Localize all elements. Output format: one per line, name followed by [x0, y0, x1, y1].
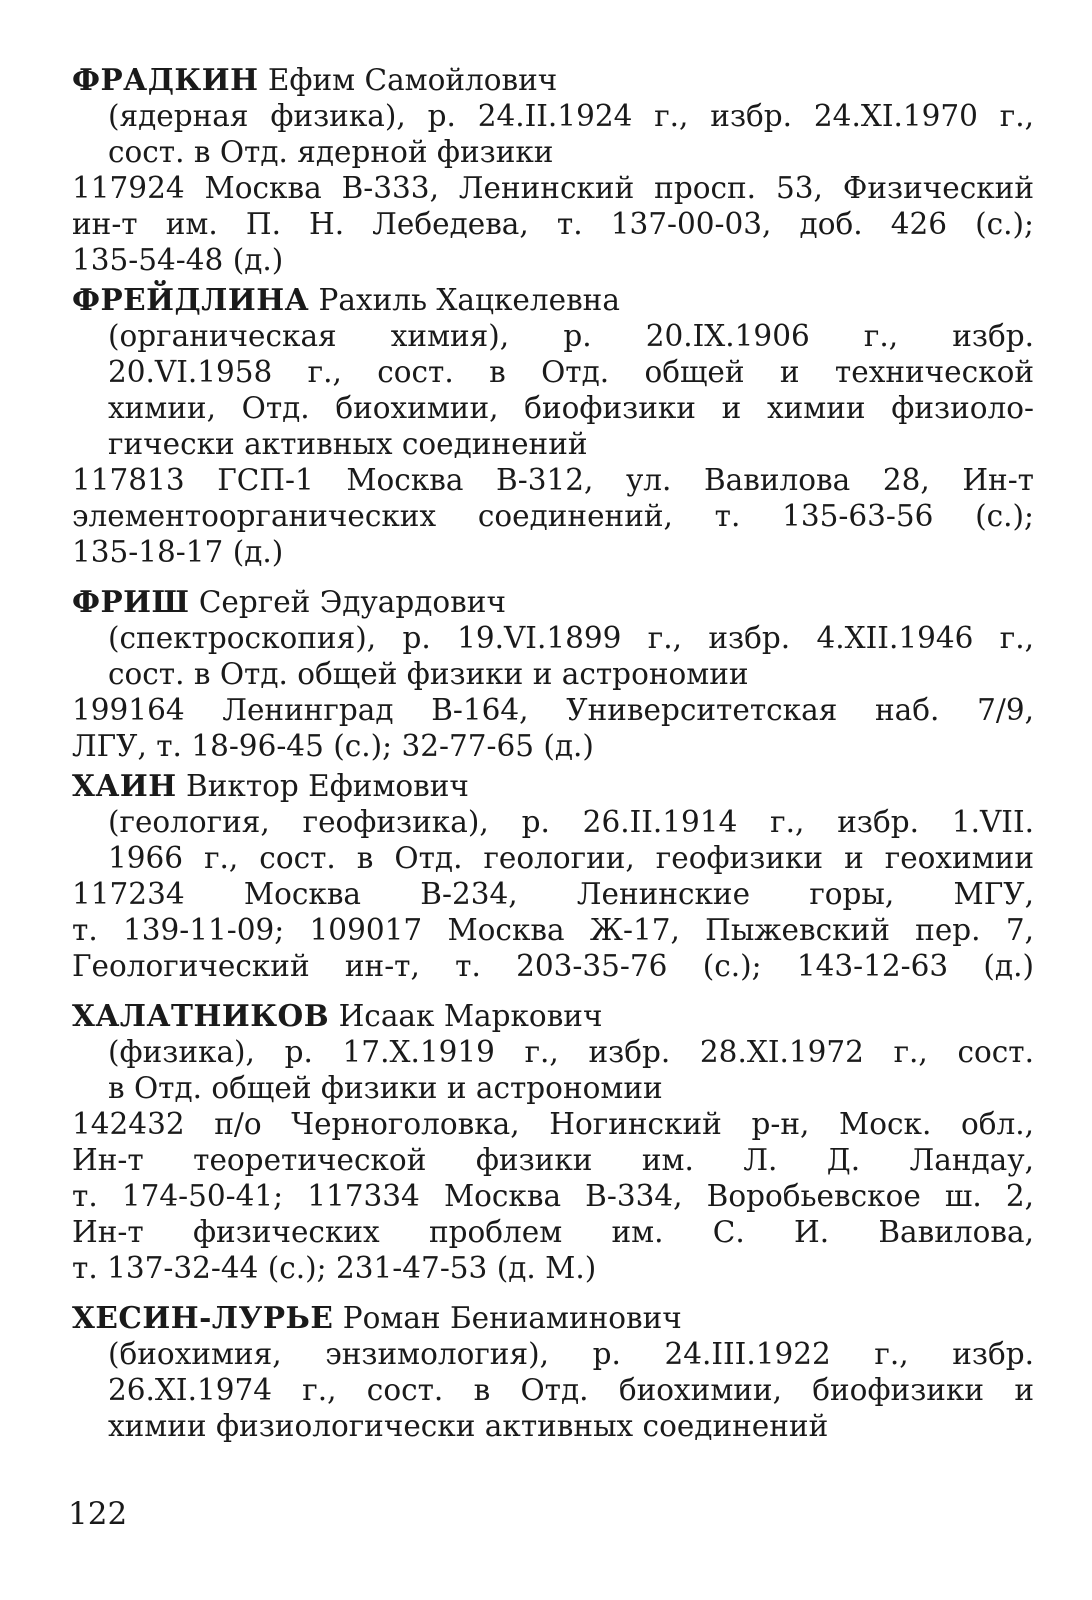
- directory-entry: [72, 768, 1034, 984]
- page-number: 122: [68, 1496, 128, 1532]
- entry-address-line: элементоорганических соединений, т. 135-63-56 (с.);: [72, 499, 1034, 533]
- entry-address-line: 117924 Москва В-333, Ленинский просп. 53, Физический: [72, 171, 1034, 205]
- entry-details-line: сост. в Отд. общей физики и астрономии: [108, 657, 749, 691]
- entry-details-line: химии, Отд. биохимии, биофизики и химии физиоло-: [108, 391, 1034, 425]
- entry-address-line: ЛГУ, т. 18-96-45 (с.); 32-77-65 (д.): [72, 729, 594, 763]
- entry-address-line: т. 137-32-44 (с.); 231-47-53 (д. М.): [72, 1251, 597, 1285]
- entry-details-line: гически активных соединений: [108, 427, 588, 461]
- entry-address-line: 135-18-17 (д.): [72, 535, 284, 569]
- entry-surname: ФРИШ: [72, 584, 190, 619]
- entry-address-line: т. 139-11-09; 109017 Москва Ж-17, Пыжевский пер. 7,: [72, 913, 1034, 947]
- entry-surname: ХЕСИН-ЛУРЬЕ: [72, 1300, 334, 1335]
- entry-details-line: сост. в Отд. ядерной физики: [108, 135, 554, 169]
- entry-details-line: в Отд. общей физики и астрономии: [108, 1071, 663, 1105]
- entry-details-line: (ядерная физика), р. 24.II.1924 г., избр. 24.XI.1970 г.,: [108, 99, 1034, 133]
- entry-details-line: 1966 г., сост. в Отд. геологии, геофизики и геохимии: [108, 841, 1034, 875]
- directory-entry: [72, 1300, 1034, 1444]
- entry-address-line: 199164 Ленинград В-164, Университетская наб. 7/9,: [72, 693, 1034, 727]
- entry-heading: [72, 62, 1034, 98]
- entry-heading: [72, 1300, 1034, 1336]
- entry-details-line: 26.XI.1974 г., сост. в Отд. биохимии, биофизики и: [108, 1373, 1034, 1407]
- entry-address-line: 135-54-48 (д.): [72, 243, 284, 277]
- entry-address-line: т. 174-50-41; 117334 Москва В-334, Воробьевское ш. 2,: [72, 1179, 1034, 1213]
- directory-page: [72, 62, 1034, 1444]
- entry-details-line: (геология, геофизика), р. 26.II.1914 г., избр. 1.VII.: [108, 805, 1034, 839]
- entry-heading: [72, 768, 1034, 804]
- entry-address-line: 117234 Москва В-234, Ленинские горы, МГУ,: [72, 877, 1034, 911]
- entry-surname: ФРАДКИН: [72, 62, 259, 97]
- entry-details-line: химии физиологически активных соединений: [108, 1409, 829, 1443]
- entry-details-line: (спектроскопия), р. 19.VI.1899 г., избр. 4.XII.1946 г.,: [108, 621, 1034, 655]
- entry-details-line: (физика), р. 17.X.1919 г., избр. 28.XI.1972 г., сост.: [108, 1035, 1034, 1069]
- entry-given-names: Виктор Ефимович: [176, 769, 469, 803]
- entry-heading: [72, 584, 1034, 620]
- entry-given-names: Рахиль Хацкелевна: [309, 283, 620, 317]
- entry-given-names: Роман Бениаминович: [333, 1301, 682, 1335]
- directory-entry: [72, 62, 1034, 278]
- entry-address-line: ин-т им. П. Н. Лебедева, т. 137-00-03, доб. 426 (с.);: [72, 207, 1034, 241]
- entry-address-line: Ин-т теоретической физики им. Л. Д. Ландау,: [72, 1143, 1034, 1177]
- entry-surname: ХАЛАТНИКОВ: [72, 998, 330, 1033]
- entry-given-names: Сергей Эдуардович: [189, 585, 506, 619]
- entry-address-line: 142432 п/о Черноголовка, Ногинский р-н, Моск. обл.,: [72, 1107, 1034, 1141]
- directory-entry: [72, 998, 1034, 1286]
- entry-details-line: (биохимия, энзимология), р. 24.III.1922 г., избр.: [108, 1337, 1034, 1371]
- entry-surname: ФРЕЙДЛИНА: [72, 282, 310, 317]
- directory-entry: [72, 584, 1034, 764]
- entry-given-names: Ефим Самойлович: [258, 63, 558, 97]
- entry-heading: [72, 282, 1034, 318]
- entry-address-line: 117813 ГСП-1 Москва В-312, ул. Вавилова 28, Ин-т: [72, 463, 1034, 497]
- directory-entry: [72, 282, 1034, 570]
- entry-address-line: Геологический ин-т, т. 203-35-76 (с.); 143-12-63 (д.): [72, 949, 1034, 983]
- entry-given-names: Исаак Маркович: [329, 999, 603, 1033]
- entry-surname: ХАИН: [72, 768, 177, 803]
- entry-heading: [72, 998, 1034, 1034]
- entry-address-line: Ин-т физических проблем им. С. И. Вавилова,: [72, 1215, 1034, 1249]
- entry-details-line: (органическая химия), р. 20.IX.1906 г., избр.: [108, 319, 1034, 353]
- entry-details-line: 20.VI.1958 г., сост. в Отд. общей и технической: [108, 355, 1034, 389]
